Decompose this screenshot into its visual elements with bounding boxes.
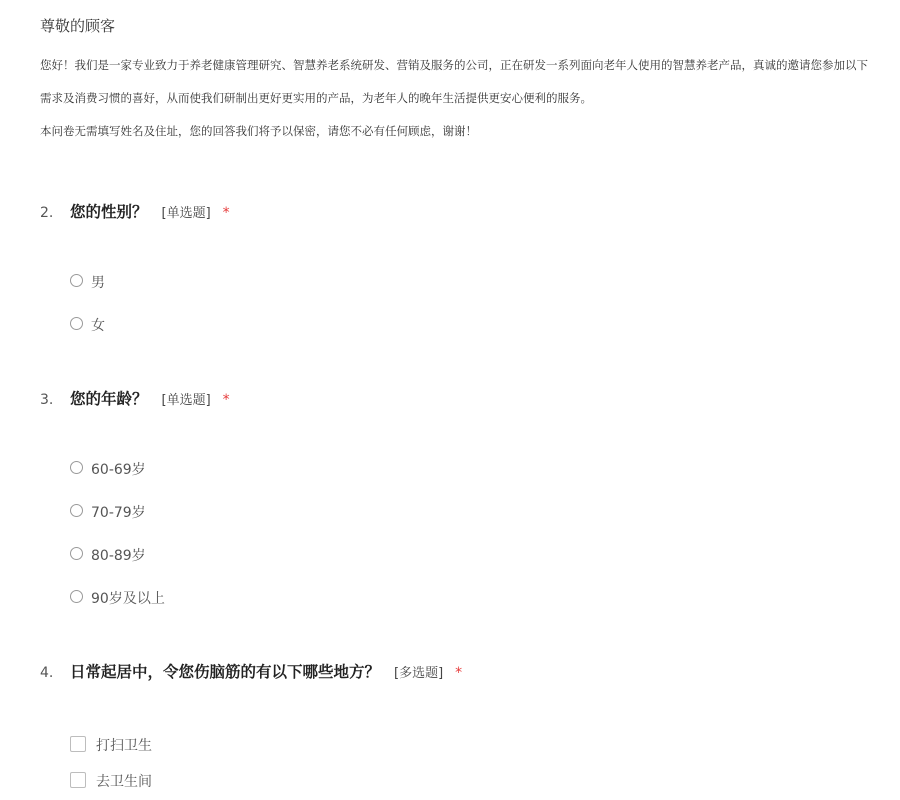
question-header — [40, 387, 230, 411]
radio-button[interactable] — [70, 317, 83, 330]
intro-paragraph-3: 本问卷无需填写姓名及住址，您的回答我们将予以保密，请您不必有任何顾虑，谢谢！ — [40, 124, 477, 138]
option-age-60-69[interactable] — [70, 459, 146, 479]
option-label: 70-79岁 — [91, 505, 146, 521]
radio-button[interactable] — [70, 547, 83, 560]
question-number: 4. — [40, 665, 54, 681]
greeting-title: 尊敬的顾客 — [40, 17, 116, 35]
option-label: 女 — [91, 318, 105, 334]
question-gender — [40, 200, 230, 224]
option-label: 去卫生间 — [96, 774, 152, 790]
checkbox[interactable] — [70, 772, 86, 788]
question-number: 2. — [40, 205, 54, 221]
radio-button[interactable] — [70, 461, 83, 474]
option-cleaning[interactable] — [70, 735, 152, 755]
option-label: 80-89岁 — [91, 548, 146, 564]
option-label: 男 — [91, 275, 105, 291]
question-age — [40, 387, 230, 411]
option-label: 60-69岁 — [91, 462, 146, 478]
survey-intro — [40, 14, 900, 140]
question-header — [40, 200, 230, 224]
question-daily-troubles — [40, 660, 462, 684]
required-marker: * — [222, 392, 230, 408]
option-female[interactable] — [70, 315, 105, 335]
option-label: 90岁及以上 — [91, 591, 165, 607]
question-type-label: [多选题] — [394, 666, 444, 681]
radio-button[interactable] — [70, 274, 83, 287]
radio-button[interactable] — [70, 590, 83, 603]
option-age-90-plus[interactable] — [70, 588, 165, 608]
question-title: 日常起居中，令您伤脑筋的有以下哪些地方？ — [70, 663, 381, 681]
option-bathroom[interactable] — [70, 771, 152, 791]
required-marker: * — [455, 665, 463, 681]
question-title: 您的年龄？ — [70, 390, 148, 408]
intro-paragraph-2: 需求及消费习惯的喜好，从而使我们研制出更好更实用的产品，为老年人的晚年生活提供更安心便利的服务。 — [40, 91, 592, 105]
required-marker: * — [222, 205, 230, 221]
question-title: 您的性别？ — [70, 203, 148, 221]
option-label: 打扫卫生 — [96, 738, 152, 754]
question-type-label: [单选题] — [161, 206, 211, 221]
option-age-70-79[interactable] — [70, 502, 146, 522]
checkbox[interactable] — [70, 736, 86, 752]
radio-button[interactable] — [70, 504, 83, 517]
option-age-80-89[interactable] — [70, 545, 146, 565]
intro-paragraph-1: 您好！我们是一家专业致力于养老健康管理研究、智慧养老系统研发、营销及服务的公司，正在研发一系列面向老年人使用的智慧养老产品，真诚的邀请您参加以下 — [40, 58, 868, 72]
question-number: 3. — [40, 392, 54, 408]
question-header — [40, 660, 462, 684]
question-type-label: [单选题] — [161, 393, 211, 408]
option-male[interactable] — [70, 272, 105, 292]
